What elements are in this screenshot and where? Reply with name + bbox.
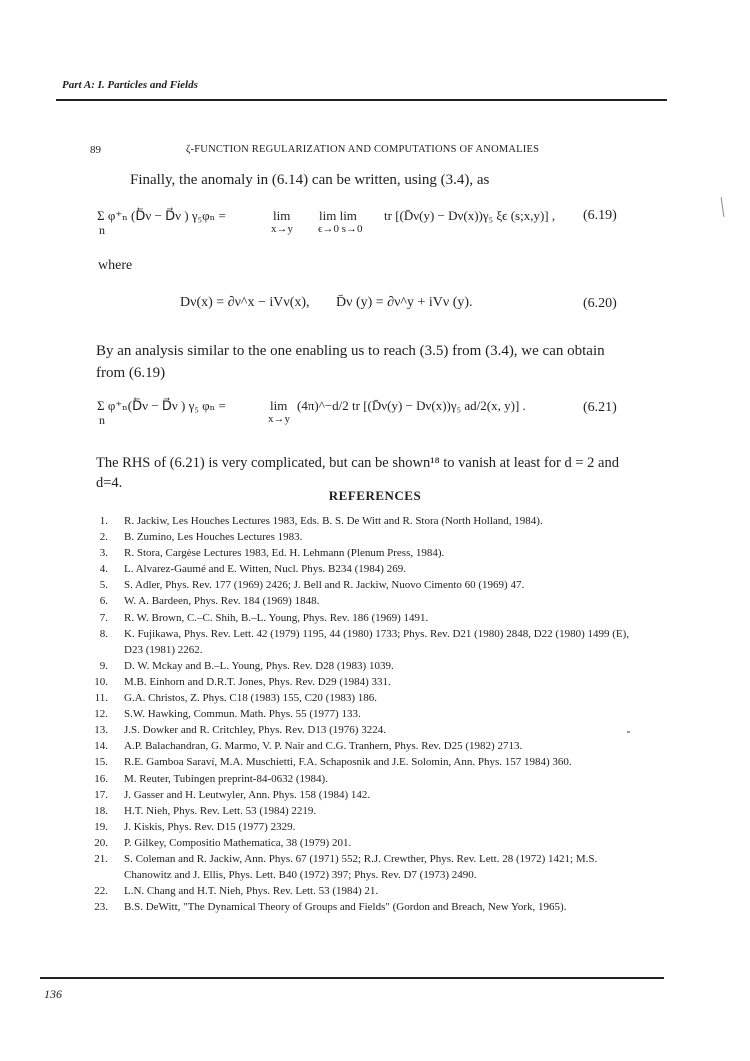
reference-item: 11. G.A. Christos, Z. Phys. C18 (1983) 155, C20 (1983) 186. (94, 692, 378, 705)
equation-6-19 (97, 208, 226, 224)
eq2-a: Dν(x) = ∂ν^x − iVν(x), (180, 295, 310, 310)
where-text: where (98, 258, 133, 273)
reference-item: 3. R. Stora, Cargèse Lectures 1983, Ed. H. Lehmann (Plenum Press, 1984). (99, 547, 445, 560)
eq1-lim2: lim lim (319, 208, 357, 223)
reference-item: 21. S. Coleman and R. Jackiw, Ann. Phys. 67 (1971) 552; R.J. Crewther, Phys. Rev. Lett. 28 (1972) 1421; M.S. Chanowitz and J. Ellis, Phys. Lett. B40 (1972) 397; Phys. Rev. D7 (1973) 2490. (94, 852, 598, 882)
reference-list (78, 513, 638, 915)
reference-item: 23. B.S. DeWitt, "The Dynamical Theory of Groups and Fields" (Gordon and Breach, New York, 1965). (94, 901, 567, 914)
reference-item: 18. H.T. Nieh, Phys. Rev. Lett. 53 (1984) 2219. (94, 804, 317, 817)
eq3-sum-sub: n (99, 413, 105, 427)
closing-paragraph: The RHS of (6.21) is very complicated, but can be shown¹⁸ to vanish at least for d = 2 and d=4. (96, 455, 619, 491)
eq1-sum-sub: n (99, 223, 105, 237)
reference-item: 10. M.B. Einhorn and D.R.T. Jones, Phys. Rev. D29 (1984) 331. (94, 675, 391, 688)
eq1-rhs: tr [(D̄ν(y) − Dν(x))γ₅ ξϵ (s;x,y)] , (384, 208, 556, 223)
eq3-lhs: Σ φ⁺ₙ(D⃖ν − D⃗ν ) γ₅ φₙ = (97, 398, 226, 413)
reference-item: 2. B. Zumino, Les Houches Lectures 1983. (99, 531, 303, 544)
eq1-lim1: lim (273, 208, 291, 223)
reference-item: 13. J.S. Dowker and R. Critchley, Phys. Rev. D13 (1976) 3224. (94, 724, 386, 737)
reference-item: 17. J. Gasser and H. Leutwyler, Ann. Phys. 158 (1984) 142. (94, 788, 371, 801)
eq3-lim-sub: x→y (268, 413, 290, 425)
top-rule (56, 99, 667, 101)
references-heading: REFERENCES (328, 488, 422, 503)
part-label: Part A: I. Particles and Fields (62, 79, 198, 91)
reference-item: 12. S.W. Hawking, Commun. Math. Phys. 55 (1977) 133. (94, 708, 361, 721)
reference-item: 16. M. Reuter, Tubingen preprint-84-0632 (1984). (94, 772, 328, 785)
reference-item: 6. W. A. Bardeen, Phys. Rev. 184 (1969) 1848. (99, 595, 320, 608)
bottom-rule (40, 977, 664, 979)
analysis-paragraph: By an analysis similar to the one enabling us to reach (3.5) from (3.4), we can obtain from (6.19) (96, 343, 605, 381)
eq3-number: (6.21) (583, 400, 617, 415)
reference-item: 20. P. Gilkey, Compositio Mathematica, 38 (1979) 201. (94, 836, 352, 849)
eq3-lim: lim (270, 398, 288, 413)
stray-mark (627, 731, 630, 733)
eq3-rhs: (4π)^−d/2 tr [(D̄ν(y) − Dν(x))γ₅ ad/2(x, y)] . (297, 398, 526, 413)
page-number: 136 (44, 987, 62, 1001)
reference-item: 22. L.N. Chang and H.T. Nieh, Phys. Rev. Lett. 53 (1984) 21. (94, 885, 379, 898)
running-title: ζ-FUNCTION REGULARIZATION AND COMPUTATIONS OF ANOMALIES (186, 144, 540, 155)
reference-item: 1. R. Jackiw, Les Houches Lectures 1983, Eds. B. S. De Witt and R. Stora (North Holland, 1984). (99, 515, 543, 527)
eq2-number: (6.20) (583, 296, 617, 311)
intro-text: Finally, the anomaly in (6.14) can be written, using (3.4), as (130, 172, 490, 188)
margin-mark (721, 197, 725, 217)
reference-item: 19. J. Kiskis, Phys. Rev. D15 (1977) 2329. (94, 820, 296, 833)
reference-item: 8. K. Fujikawa, Phys. Rev. Lett. 42 (1979) 1195, 44 (1980) 1733; Phys. Rev. D21 (1980) 2848, D22 (1980) 1499 (E), D23 (1981) 2262. (99, 627, 630, 656)
eq1-lim1-sub: x→y (271, 223, 293, 235)
reference-item: 9. D. W. Mckay and B.–L. Young, Phys. Rev. D28 (1983) 1039. (99, 659, 394, 672)
reference-item: 5. S. Adler, Phys. Rev. 177 (1969) 2426; J. Bell and R. Jackiw, Nuovo Cimento 60 (1969) 47. (99, 579, 525, 592)
reference-item: 14. A.P. Balachandran, G. Marmo, V. P. Nair and C.G. Tranhern, Phys. Rev. D25 (1982) 2713. (94, 740, 523, 753)
reference-item: 7. R. W. Brown, C.–C. Shih, B.–L. Young, Phys. Rev. 186 (1969) 1491. (99, 611, 429, 624)
eq1-number: (6.19) (583, 208, 617, 223)
reference-item: 4. L. Alvarez-Gaumé and E. Witten, Nucl. Phys. B234 (1984) 269. (99, 563, 406, 576)
eq1-lhs: Σ φ⁺ₙ (D⃖ν − D⃗ν ) γ₅φₙ = (97, 208, 226, 223)
eq2-b: D̄ν (y) = ∂ν^y + iVν (y). (336, 295, 473, 310)
eq1-lim2-sub: ϵ→0 s→0 (318, 223, 363, 235)
reference-item: 15. R.E. Gamboa Saraví, M.A. Muschietti, F.A. Schaposnik and J.E. Solomin, Ann. Phys. 157 1984) 360. (94, 756, 572, 769)
source-page-number: 89 (90, 144, 101, 156)
